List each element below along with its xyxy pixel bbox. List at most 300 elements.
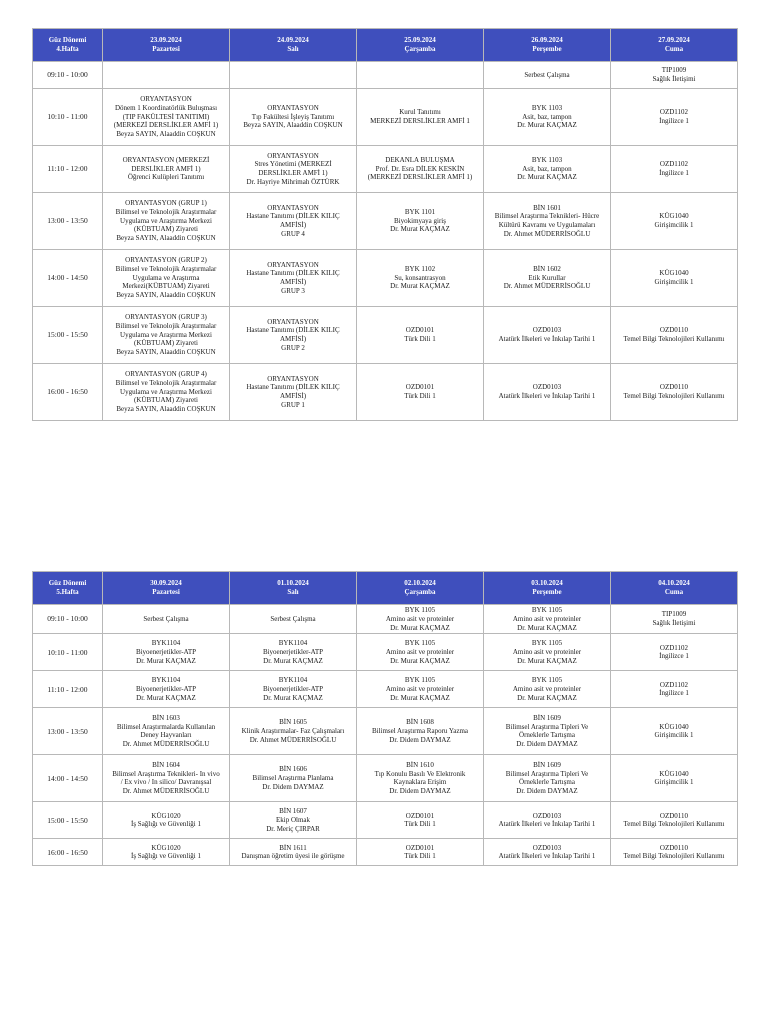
cell-line: ORYANTASYON [267,203,319,212]
cell-line: Dr. Hayriye Mihrimah ÖZTÜRK [246,177,340,186]
cell-line: KÜG1040 [659,212,689,221]
cell-line: (TIP FAKÜLTESİ TANITIMI) [122,112,210,121]
cell-line: Girişimcilik 1 [654,278,694,286]
cell-line: BİN 1601 [533,203,561,212]
schedule-cell [103,62,230,89]
cell-line: Merkezi(KÜBTUAM) Ziyareti [122,282,210,291]
cell-line: Dr. Didem DAYMAZ [389,787,451,795]
time-slot: 09:10 - 10:00 [33,62,103,89]
cell-line: Dr. Murat KAÇMAZ [390,623,450,632]
cell-line: Girişimcilik 1 [654,221,694,229]
schedule-cell [230,755,357,802]
schedule-row [33,193,738,250]
cell-line: Dönem 1 Koordinatörlük Buluşması [114,103,218,112]
cell-line: OZD0101 [405,811,435,820]
cell-line: Asit, baz, tampon [522,112,572,121]
cell-line: İş Sağlığı ve Güvenliği 1 [131,820,201,829]
cell-line: (MERKEZİ DERSLİKLER AMFİ 1) [113,121,219,130]
schedule-cell [230,802,357,839]
cell-line: Dr. Murat KAÇMAZ [517,121,577,130]
day-header [357,572,484,605]
schedule-cell [103,364,230,421]
cell-line: Klinik Araştırmalar- Faz Çalışmaları [241,726,345,735]
cell-line: BYK 1105 [404,639,436,648]
schedule-cell [230,146,357,193]
cell-line: Beyza SAYIN, Alaaddin COŞKUN [243,121,343,130]
cell-line: Bilimsel Araştırma Raporu Yazma [371,726,469,735]
cell-line: Amino asit ve proteinler [512,684,582,693]
cell-line: Biyoenerjetikler-ATP [135,684,197,693]
cell-line: OZD0103 [532,843,562,852]
cell-line: Atatürk İlkeleri ve İnkılap Tarihi 1 [498,392,596,400]
cell-line: BYK1104 [278,676,308,685]
cell-line: Amino asit ve proteinler [512,647,582,656]
cell-line: İngilizce 1 [659,652,689,661]
cell-line: GRUP 3 [281,286,305,295]
cell-line: Beyza SAYIN, Alaaddin COŞKUN [116,291,216,300]
day-name: Perşembe [532,588,562,596]
day-name: Perşembe [532,45,562,53]
schedule-row [33,839,738,866]
cell-line: Biyoenerjetikler-ATP [262,684,324,693]
schedule-cell [357,89,484,146]
cell-line: İngilizce 1 [659,117,689,125]
schedule-cell [484,307,611,364]
semester-label: Güz Dönemi [48,578,87,587]
time-slot: 13:00 - 13:50 [33,708,103,755]
schedule-cell [230,839,357,866]
schedule-row [33,307,738,364]
cell-line: BYK 1103 [531,103,563,112]
time-slot: 10:10 - 11:00 [33,89,103,146]
schedule-cell [103,802,230,839]
cell-line: Beyza SAYIN, Alaaddin COŞKUN [116,405,216,414]
corner-header [33,29,103,62]
cell-line: BİN 1609 [533,713,561,722]
schedule-cell [357,364,484,421]
cell-line: Dr. Murat KAÇMAZ [263,693,323,702]
schedule-cell [230,250,357,307]
cell-line: BYK 1105 [404,606,436,614]
cell-line: BYK1104 [151,639,181,648]
cell-line: Beyza SAYIN, Alaaddin COŞKUN [116,348,216,357]
cell-line: Bilimsel Araştırma Teknikleri- Hücre [494,212,600,221]
cell-line: Türk Dili 1 [404,335,436,343]
schedule-cell [611,671,738,708]
cell-line: Ekip Olmak [275,815,311,824]
day-header [611,572,738,605]
schedule-cell [611,250,738,307]
cell-line: OZD1102 [659,643,689,652]
schedule-cell [611,89,738,146]
cell-line: ORYANTASYON [267,151,319,160]
cell-line: (MERKEZİ DERSLİKLER AMFİ 1) [367,173,473,182]
cell-line: Deney Hayvanları [140,731,192,740]
day-date: 24.09.2024 [277,35,309,44]
schedule-cell [484,671,611,708]
cell-line: Atatürk İlkeleri ve İnkılap Tarihi 1 [498,852,596,861]
cell-line: Dr. Ahmet MÜDERRİSOĞLU [122,740,210,748]
time-slot: 15:00 - 15:50 [33,802,103,839]
schedule-cell [357,802,484,839]
cell-line: Kurul Tanıtımı [399,108,441,117]
schedule-cell [230,605,357,634]
cell-line: Bilimsel ve Teknolojik Araştırmalar [115,378,217,387]
cell-line: ORYANTASYON (MERKEZİ [122,155,210,164]
cell-line: BİN 1609 [533,760,561,769]
time-slot: 16:00 - 16:50 [33,364,103,421]
schedule-cell [611,605,738,634]
cell-line: Dr. Murat KAÇMAZ [517,656,577,665]
cell-line: Kültürü Kavramı ve Uygulamaları [498,221,596,229]
cell-line: (KÜBTUAM) Ziyareti [134,396,198,405]
cell-line: Hastane Tanıtımı (DİLEK KILIÇ [246,383,340,392]
schedule-row [33,755,738,802]
cell-line: ORYANTASYON (GRUP 4) [125,370,207,379]
day-name: Salı [287,588,299,596]
cell-line: OZD0101 [405,383,435,392]
cell-line: Beyza SAYIN, Alaaddin COŞKUN [116,234,216,243]
day-date: 02.10.2024 [404,578,436,587]
cell-line: BYK1104 [278,639,308,648]
schedule-cell [484,605,611,634]
week-5-body [33,605,738,866]
time-slot: 14:00 - 14:50 [33,755,103,802]
cell-line: ORYANTASYON [267,374,319,383]
cell-line: Atatürk İlkeleri ve İnkılap Tarihi 1 [498,335,596,343]
time-slot: 13:00 - 13:50 [33,193,103,250]
schedule-row [33,250,738,307]
cell-line: ORYANTASYON (GRUP 2) [125,256,207,265]
schedule-cell [103,755,230,802]
cell-line: Dr. Murat KAÇMAZ [390,656,450,665]
cell-line: Hastane Tanıtımı (DİLEK KILIÇ [246,326,340,335]
schedule-cell [611,839,738,866]
day-header [484,572,611,605]
schedule-cell [484,250,611,307]
schedule-cell [230,364,357,421]
schedule-cell [103,708,230,755]
day-header [611,29,738,62]
schedule-cell [484,364,611,421]
cell-line: Dr. Murat KAÇMAZ [390,225,450,234]
cell-line: Hastane Tanıtımı (DİLEK KILIÇ [246,269,340,278]
cell-line: Serbest Çalışma [524,70,570,79]
corner-header [33,572,103,605]
schedule-cell [484,62,611,89]
schedule-cell [484,708,611,755]
cell-line: Bilimsel ve Teknolojik Araştırmalar [115,207,217,216]
cell-line: Bilimsel Araştırma Teknikleri- In vivo [112,769,220,778]
cell-line: Dr. Ahmet MÜDERRİSOĞLU [503,229,591,238]
cell-line: KÜG1040 [659,269,689,278]
cell-line: Sağlık İletişimi [652,75,696,83]
cell-line: Stres Yönetimi (MERKEZİ [254,160,332,169]
cell-line: TIP1009 [661,66,687,75]
cell-line: İş Sağlığı ve Güvenliği 1 [131,852,201,861]
cell-line: Bilimsel Araştırma Planlama [252,773,334,782]
day-header [357,29,484,62]
cell-line: Hastane Tanıtımı (DİLEK KILIÇ [246,212,340,221]
schedule-cell [103,146,230,193]
schedule-cell [103,634,230,671]
cell-line: Dr. Didem DAYMAZ [516,787,578,795]
week-label: 5.Hafta [56,588,79,596]
cell-line: AMFİSİ) [279,335,307,343]
cell-line: BYK1104 [151,676,181,685]
day-header [484,29,611,62]
cell-line: Prof. Dr. Esra DİLEK KESKİN [375,164,465,173]
cell-line: Dr. Murat KAÇMAZ [517,173,577,182]
cell-line: Beyza SAYIN, Alaaddin COŞKUN [116,130,216,139]
cell-line: Bilimsel Araştırma Tipleri Ve [505,769,589,778]
schedule-cell [103,671,230,708]
cell-line: OZD0110 [659,326,689,335]
cell-line: Dr. Meriç ÇIRPAR [266,824,320,833]
cell-line: Dr. Ahmet MÜDERRİSOĞLU [249,735,337,744]
cell-line: AMFİSİ) [279,278,307,286]
cell-line: Dr. Murat KAÇMAZ [517,623,577,632]
cell-line: OZD0103 [532,811,562,820]
time-slot: 11:10 - 12:00 [33,146,103,193]
schedule-cell [611,307,738,364]
cell-line: Amino asit ve proteinler [512,614,582,623]
cell-line: Bilimsel Araştırmalarda Kullanılan [116,722,216,731]
cell-line: Atatürk İlkeleri ve İnkılap Tarihi 1 [498,820,596,829]
cell-line: Örneklerle Tartışma [519,731,575,740]
schedule-cell [230,193,357,250]
cell-line: ORYANTASYON [267,317,319,326]
schedule-cell [230,708,357,755]
cell-line: Sağlık İletişimi [652,619,696,628]
cell-line: Temel Bilgi Teknolojileri Kullanımı [623,852,725,861]
schedule-cell [230,634,357,671]
day-header [103,29,230,62]
schedule-row [33,605,738,634]
cell-line: Uygulama ve Araştırma Merkezi [120,216,212,225]
schedule-cell [230,307,357,364]
cell-line: ORYANTASYON [140,95,192,104]
cell-line: ORYANTASYON [267,260,319,269]
schedule-cell [103,193,230,250]
schedule-cell [357,307,484,364]
schedule-cell [103,605,230,634]
schedule-row [33,802,738,839]
cell-line: DEKANLA BULUŞMA [385,155,455,164]
schedule-cell [484,755,611,802]
schedule-row [33,364,738,421]
schedule-cell [611,62,738,89]
semester-label: Güz Dönemi [48,35,87,44]
schedule-cell [611,708,738,755]
cell-line: Bilimsel ve Teknolojik Araştırmalar [115,321,217,330]
week-4-body [33,62,738,421]
cell-line: DERSLİKLER AMFİ 1) [131,164,201,173]
schedule-cell [103,307,230,364]
day-date: 01.10.2024 [277,578,309,587]
cell-line: Temel Bilgi Teknolojileri Kullanımı [623,335,725,343]
week-4-schedule-table [32,28,738,421]
cell-line: BYK 1102 [404,264,436,273]
cell-line: GRUP 4 [281,229,305,238]
cell-line: Su, konsantrasyon [394,273,446,282]
schedule-cell [230,671,357,708]
cell-line: İngilizce 1 [659,689,689,698]
cell-line: BİN 1608 [406,718,434,727]
cell-line: Amino asit ve proteinler [385,647,455,656]
schedule-cell [357,193,484,250]
cell-line: Temel Bilgi Teknolojileri Kullanımı [623,820,725,829]
cell-line: BİN 1610 [406,760,434,769]
cell-line: OZD0103 [532,326,562,335]
schedule-cell [611,802,738,839]
day-date: 23.09.2024 [150,35,182,44]
cell-line: Dr. Didem DAYMAZ [516,740,578,748]
cell-line: GRUP 2 [281,343,305,352]
day-name: Çarşamba [404,45,436,53]
time-slot: 10:10 - 11:00 [33,634,103,671]
schedule-cell [484,146,611,193]
cell-line: Uygulama ve Araştırma [132,273,200,282]
cell-line: Dr. Ahmet MÜDERRİSOĞLU [122,787,210,795]
cell-line: Dr. Murat KAÇMAZ [390,282,450,291]
time-slot: 09:10 - 10:00 [33,605,103,634]
day-name: Pazartesi [152,588,180,596]
cell-line: Dr. Murat KAÇMAZ [136,656,196,665]
cell-line: Türk Dili 1 [404,820,436,829]
cell-line: (KÜBTUAM) Ziyareti [134,339,198,348]
schedule-row [33,62,738,89]
schedule-cell [484,839,611,866]
cell-line: OZD0110 [659,383,689,392]
cell-line: OZD0110 [659,811,689,820]
cell-line: Tıp Konulu Basılı Ve Elektronik [374,769,466,778]
cell-line: BİN 1607 [279,807,307,816]
cell-line: Dr. Didem DAYMAZ [262,782,324,791]
day-name: Pazartesi [152,45,180,53]
cell-line: Serbest Çalışma [143,614,189,623]
schedule-cell [230,89,357,146]
cell-line: Öğrenci Kulüpleri Tanıtımı [127,173,205,182]
schedule-cell [357,250,484,307]
cell-line: Tıp Fakültesi İşleyiş Tanıtımı [251,112,335,121]
cell-line: Türk Dili 1 [404,852,436,861]
day-name: Cuma [664,588,684,596]
cell-line: Dr. Didem DAYMAZ [389,735,451,744]
cell-line: ORYANTASYON [267,103,319,112]
cell-line: / Ex vivo / In silico/ Davranışsal [120,778,212,787]
cell-line: Uygulama ve Araştırma Merkezi [120,330,212,339]
schedule-cell [357,146,484,193]
cell-line: BYK 1105 [531,606,563,614]
cell-line: AMFİSİ) [279,221,307,229]
cell-line: KÜG1020 [151,811,181,820]
cell-line: ORYANTASYON (GRUP 3) [125,313,207,322]
schedule-cell [357,634,484,671]
cell-line: Bilimsel Araştırma Tipleri Ve [505,722,589,731]
day-date: 04.10.2024 [658,578,690,587]
cell-line: GRUP 1 [281,400,305,409]
cell-line: OZD1102 [659,680,689,689]
cell-line: Biyoenerjetikler-ATP [262,647,324,656]
week-label: 4.Hafta [56,45,79,53]
cell-line: BİN 1611 [279,843,307,852]
cell-line: Örneklerle Tartışma [519,778,575,787]
cell-line: Etik Kurullar [528,273,566,282]
cell-line: DERSLİKLER AMFİ 1) [258,169,328,177]
cell-line: KÜG1040 [659,769,689,778]
day-date: 03.10.2024 [531,578,563,587]
day-name: Çarşamba [404,588,436,596]
schedule-cell [103,250,230,307]
schedule-cell [357,62,484,89]
cell-line: Türk Dili 1 [404,392,436,400]
cell-line: Asit, baz, tampon [522,164,572,173]
cell-line: Biyokimyaya giriş [394,216,446,225]
cell-line: Temel Bilgi Teknolojileri Kullanımı [623,392,725,400]
schedule-cell [484,89,611,146]
schedule-row [33,708,738,755]
cell-line: BİN 1603 [152,713,180,722]
schedule-cell [611,755,738,802]
day-name: Cuma [664,45,684,53]
cell-line: Kaynaklara Erişim [393,778,447,787]
cell-line: Girişimcilik 1 [654,731,694,740]
day-date: 26.09.2024 [531,35,563,44]
day-header [230,29,357,62]
time-slot: 15:00 - 15:50 [33,307,103,364]
day-name: Salı [287,45,299,53]
schedule-cell [357,839,484,866]
cell-line: Dr. Murat KAÇMAZ [136,693,196,702]
cell-line: OZD0110 [659,843,689,852]
schedule-cell [484,634,611,671]
schedule-cell [230,62,357,89]
cell-line: Amino asit ve proteinler [385,684,455,693]
cell-line: BYK 1105 [531,676,563,685]
cell-line: AMFİSİ) [279,392,307,400]
day-date: 27.09.2024 [658,35,690,44]
schedule-cell [357,755,484,802]
cell-line: OZD1102 [659,160,689,169]
cell-line: OZD0103 [532,383,562,392]
schedule-cell [357,708,484,755]
cell-line: Dr. Ahmet MÜDERRİSOĞLU [503,282,591,291]
cell-line: Girişimcilik 1 [654,778,694,787]
cell-line: BİN 1602 [533,264,561,273]
cell-line: KÜG1040 [659,722,689,731]
schedule-row [33,671,738,708]
cell-line: MERKEZİ DERSLİKLER AMFİ 1 [370,117,470,125]
cell-line: BYK 1105 [531,639,563,648]
cell-line: BİN 1606 [279,765,307,774]
cell-line: BYK 1101 [404,207,436,216]
schedule-cell [611,193,738,250]
cell-line: Dr. Murat KAÇMAZ [263,656,323,665]
cell-line: OZD0101 [405,326,435,335]
time-slot: 11:10 - 12:00 [33,671,103,708]
cell-line: Dr. Murat KAÇMAZ [517,693,577,702]
cell-line: OZD1102 [659,108,689,117]
cell-line: ORYANTASYON (GRUP 1) [125,199,207,208]
cell-line: Danışman öğretim üyesi ile görüşme [241,852,345,861]
cell-line: KÜG1020 [151,843,181,852]
schedule-cell [484,193,611,250]
schedule-cell [357,671,484,708]
cell-line: (KÜBTUAM) Ziyareti [134,225,198,234]
schedule-cell [484,802,611,839]
cell-line: OZD0101 [405,843,435,852]
